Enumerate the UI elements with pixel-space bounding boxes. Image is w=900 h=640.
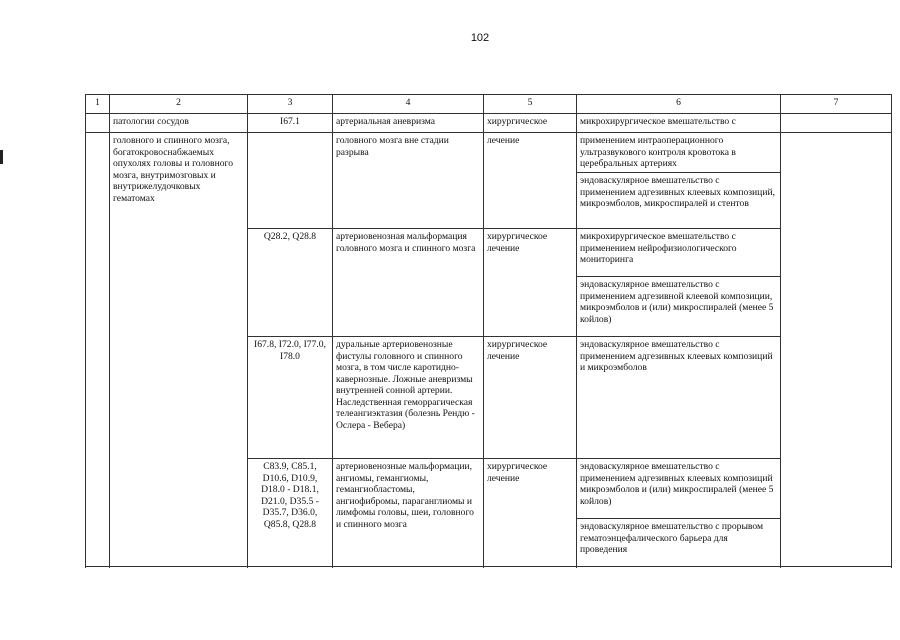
cell-code: [248, 133, 333, 229]
header-cell: 4: [333, 95, 484, 114]
cell-diagnosis: патологии сосудов: [110, 114, 248, 133]
table-row: [86, 133, 892, 173]
cell-num: [86, 114, 110, 133]
cell-num: [86, 133, 110, 567]
header-cell: 2: [110, 95, 248, 114]
cell-method: эндоваскулярное вмешательство с применением адгезивных клеевых композиций и микроэмболов: [577, 337, 781, 459]
cell-norm: [781, 133, 892, 567]
header-cell: 3: [248, 95, 333, 114]
cell-treatment: хирургическое лечение: [484, 337, 577, 459]
cell-code: I67.8, I72.0, I77.0, I78.0: [248, 337, 333, 459]
cell-code: I67.1: [248, 114, 333, 133]
cell-treatment: лечение: [484, 133, 577, 229]
margin-mark: [0, 150, 3, 164]
cell-model: артериовенозная мальформация головного мозга и спинного мозга: [333, 229, 484, 337]
cell-treatment: хирургическое лечение: [484, 229, 577, 337]
cell-method: эндоваскулярное вмешательство с прорывом гематоэнцефалического барьера для проведения: [577, 519, 781, 567]
header-cell: 7: [781, 95, 892, 114]
cell-text: микрохирургическое вмешательство с применением нейрофизиологического мониторинга: [580, 231, 737, 265]
header-row: [86, 95, 892, 114]
cell-model: артериовенозные мальформации, ангиомы, гемангиомы, гемангиобластомы, ангиофибромы, параганглиомы и лимфомы головы, шеи, головного и спинного мозга: [333, 459, 484, 567]
cell-model: дуральные артериовенозные фистулы головного и спинного мозга, в том числе каротидно-кавернозные. Ложные аневризмы внутренней сонной артерии. Наследственная геморрагическая телеангиэктазия (болезнь Рендю - Ослера - Вебера): [333, 337, 484, 459]
cell-treatment: хирургическое лечение: [484, 459, 577, 567]
header-cell: 1: [86, 95, 110, 114]
cell-code: Q28.2, Q28.8: [248, 229, 333, 337]
procedures-table: [85, 94, 892, 567]
page-number: 102: [470, 32, 490, 44]
cell-code: C83.9, C85.1, D10.6, D10.9, D18.0 - D18.1, D21.0, D35.5 - D35.7, D36.0, Q85.8, Q28.8: [248, 459, 333, 567]
cell-method: применением интраоперационного ультразвукового контроля кровотока в церебральных артериях: [577, 133, 781, 173]
cell-norm: [781, 114, 892, 133]
cell-method: [577, 229, 781, 277]
cell-method: эндоваскулярное вмешательство с применением адгезивных клеевых композиций, микроэмболов, микроспиралей и стентов: [577, 173, 781, 229]
cell-method: эндоваскулярное вмешательство с применением адгезивной клеевой композиции, микроэмболов и (или) микроспиралей (менее 5 койлов): [577, 277, 781, 337]
cell-diagnosis: головного и спинного мозга, богатокровоснабжаемых опухолях головы и головного мозга, внутримозговых и внутрижелудочковых гематомах: [110, 133, 248, 567]
cell-method: эндоваскулярное вмешательство с применением адгезивных клеевых композиций микроэмболов и (или) микроспиралей (менее 5 койлов): [577, 459, 781, 519]
cell-method: микрохирургическое вмешательство с: [577, 114, 781, 133]
cell-model: головного мозга вне стадии разрыва: [333, 133, 484, 229]
table-row: [86, 114, 892, 133]
header-cell: 6: [577, 95, 781, 114]
cell-model: артериальная аневризма: [333, 114, 484, 133]
header-cell: 5: [484, 95, 577, 114]
cell-treatment: хирургическое: [484, 114, 577, 133]
